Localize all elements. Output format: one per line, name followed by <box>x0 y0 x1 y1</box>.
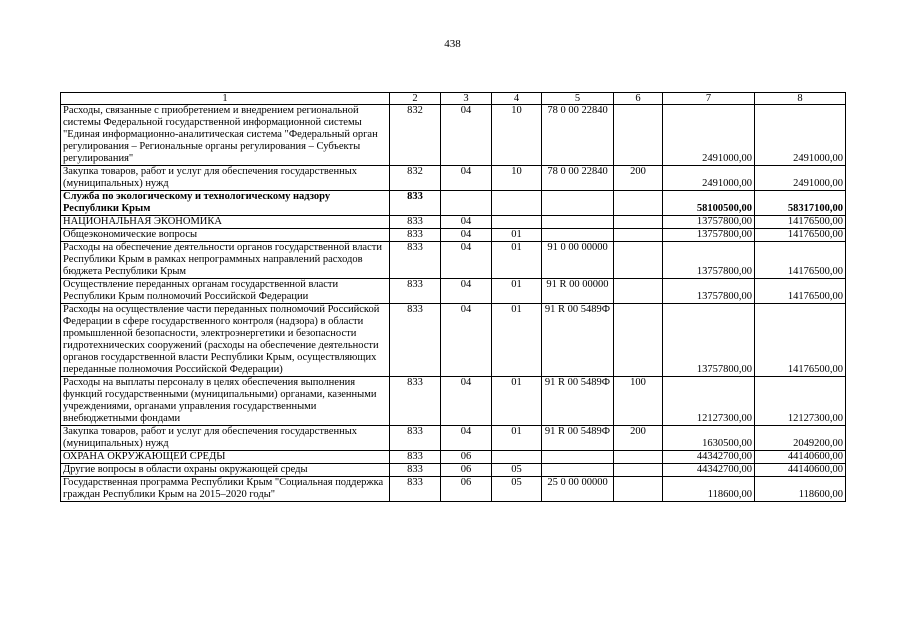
row-subsection-code <box>492 191 542 216</box>
row-subsection-code <box>492 216 542 229</box>
table-row <box>61 451 846 464</box>
row-section-code: 04 <box>441 304 492 377</box>
row-ministry-code: 832 <box>390 166 441 191</box>
table-row <box>61 377 846 426</box>
row-description: Расходы на выплаты персоналу в целях обеспечения выполнения функций государственными (муниципальными) органами, казенными учреждениями, органами управления государственными внебюджетными фондами <box>61 377 390 426</box>
row-expense-type: 200 <box>614 426 663 451</box>
row-expense-type <box>614 229 663 242</box>
row-amount-year-2: 2491000,00 <box>755 105 846 166</box>
header-row <box>61 93 846 105</box>
row-expense-type <box>614 105 663 166</box>
row-description: Государственная программа Республики Крым "Социальная поддержка граждан Республики Крым на 2015–2020 годы" <box>61 477 390 502</box>
row-target-article: 78 0 00 22840 <box>542 105 614 166</box>
row-amount-year-1: 12127300,00 <box>663 377 755 426</box>
row-section-code: 04 <box>441 229 492 242</box>
table-row <box>61 191 846 216</box>
row-amount-year-2: 14176500,00 <box>755 304 846 377</box>
row-ministry-code: 833 <box>390 216 441 229</box>
column-header: 8 <box>755 93 846 105</box>
row-amount-year-1: 13757800,00 <box>663 304 755 377</box>
row-ministry-code: 833 <box>390 304 441 377</box>
row-target-article: 91 R 00 00000 <box>542 279 614 304</box>
row-subsection-code: 01 <box>492 279 542 304</box>
row-ministry-code: 833 <box>390 464 441 477</box>
row-section-code: 04 <box>441 105 492 166</box>
row-target-article <box>542 451 614 464</box>
table-row <box>61 166 846 191</box>
row-description: Расходы на осуществление части переданных полномочий Российской Федерации в сфере государственного контроля (надзора) в области промышленной безопасности, электроэнергетики и безопасности гидротехнических сооружений (расходы на обеспечение деятельности органов государственной власти Республики Крым, осуществляющих переданные полномочия Российской Федерации) <box>61 304 390 377</box>
row-expense-type: 200 <box>614 166 663 191</box>
column-header: 6 <box>614 93 663 105</box>
page-number: 438 <box>444 38 461 50</box>
row-amount-year-2: 14176500,00 <box>755 216 846 229</box>
row-target-article: 25 0 00 00000 <box>542 477 614 502</box>
row-section-code: 06 <box>441 477 492 502</box>
row-description: НАЦИОНАЛЬНАЯ ЭКОНОМИКА <box>61 216 390 229</box>
row-subsection-code: 05 <box>492 464 542 477</box>
row-section-code: 04 <box>441 426 492 451</box>
table-row <box>61 426 846 451</box>
column-header: 4 <box>492 93 542 105</box>
row-ministry-code: 833 <box>390 477 441 502</box>
row-amount-year-1: 2491000,00 <box>663 105 755 166</box>
row-ministry-code: 833 <box>390 377 441 426</box>
row-description: Другие вопросы в области охраны окружающей среды <box>61 464 390 477</box>
row-ministry-code: 833 <box>390 191 441 216</box>
row-subsection-code: 01 <box>492 377 542 426</box>
row-section-code <box>441 191 492 216</box>
row-ministry-code: 832 <box>390 105 441 166</box>
row-section-code: 06 <box>441 464 492 477</box>
row-section-code: 04 <box>441 279 492 304</box>
row-expense-type <box>614 279 663 304</box>
row-expense-type <box>614 242 663 279</box>
row-ministry-code: 833 <box>390 279 441 304</box>
row-subsection-code: 10 <box>492 166 542 191</box>
row-amount-year-2: 44140600,00 <box>755 464 846 477</box>
row-amount-year-1: 2491000,00 <box>663 166 755 191</box>
row-amount-year-1: 1630500,00 <box>663 426 755 451</box>
row-amount-year-2: 44140600,00 <box>755 451 846 464</box>
row-section-code: 04 <box>441 216 492 229</box>
row-expense-type <box>614 477 663 502</box>
row-amount-year-1: 44342700,00 <box>663 464 755 477</box>
row-ministry-code: 833 <box>390 229 441 242</box>
row-ministry-code: 833 <box>390 451 441 464</box>
table-row <box>61 279 846 304</box>
table-row <box>61 242 846 279</box>
table-row <box>61 105 846 166</box>
row-expense-type: 100 <box>614 377 663 426</box>
row-amount-year-1: 13757800,00 <box>663 216 755 229</box>
row-subsection-code: 10 <box>492 105 542 166</box>
row-ministry-code: 833 <box>390 242 441 279</box>
row-subsection-code <box>492 451 542 464</box>
row-amount-year-1: 58100500,00 <box>663 191 755 216</box>
budget-table <box>60 92 846 502</box>
row-target-article: 91 R 00 5489Ф <box>542 426 614 451</box>
row-target-article <box>542 229 614 242</box>
row-description: Закупка товаров, работ и услуг для обеспечения государственных (муниципальных) нужд <box>61 426 390 451</box>
row-section-code: 04 <box>441 377 492 426</box>
column-header: 3 <box>441 93 492 105</box>
row-amount-year-1: 44342700,00 <box>663 451 755 464</box>
row-description: Осуществление переданных органам государственной власти Республики Крым полномочий Российской Федерации <box>61 279 390 304</box>
row-expense-type <box>614 216 663 229</box>
column-header: 1 <box>61 93 390 105</box>
row-subsection-code: 05 <box>492 477 542 502</box>
row-amount-year-2: 12127300,00 <box>755 377 846 426</box>
row-description: Расходы на обеспечение деятельности органов государственной власти Республики Крым в рамках непрограммных направлений расходов бюджета Республики Крым <box>61 242 390 279</box>
row-target-article: 78 0 00 22840 <box>542 166 614 191</box>
row-description: ОХРАНА ОКРУЖАЮЩЕЙ СРЕДЫ <box>61 451 390 464</box>
row-target-article <box>542 191 614 216</box>
row-ministry-code: 833 <box>390 426 441 451</box>
row-description: Расходы, связанные с приобретением и внедрением региональной системы Федеральной государственной информационной системы "Единая информационно-аналитическая система "Федеральный орган регулирования – Региональные органы регулирования – Субъекты регулирования" <box>61 105 390 166</box>
row-amount-year-2: 2049200,00 <box>755 426 846 451</box>
row-expense-type <box>614 464 663 477</box>
row-section-code: 04 <box>441 166 492 191</box>
row-amount-year-2: 14176500,00 <box>755 229 846 242</box>
row-amount-year-2: 118600,00 <box>755 477 846 502</box>
row-section-code: 04 <box>441 242 492 279</box>
row-amount-year-1: 13757800,00 <box>663 229 755 242</box>
row-section-code: 06 <box>441 451 492 464</box>
row-target-article: 91 R 00 5489Ф <box>542 377 614 426</box>
row-subsection-code: 01 <box>492 242 542 279</box>
row-description: Общеэкономические вопросы <box>61 229 390 242</box>
row-subsection-code: 01 <box>492 229 542 242</box>
table-row <box>61 229 846 242</box>
row-expense-type <box>614 304 663 377</box>
row-description: Служба по экологическому и технологическому надзору Республики Крым <box>61 191 390 216</box>
row-target-article <box>542 464 614 477</box>
table-row <box>61 464 846 477</box>
column-header: 2 <box>390 93 441 105</box>
row-amount-year-1: 13757800,00 <box>663 242 755 279</box>
row-amount-year-2: 14176500,00 <box>755 242 846 279</box>
row-expense-type <box>614 451 663 464</box>
row-subsection-code: 01 <box>492 304 542 377</box>
row-subsection-code: 01 <box>492 426 542 451</box>
row-amount-year-1: 118600,00 <box>663 477 755 502</box>
row-expense-type <box>614 191 663 216</box>
row-amount-year-2: 14176500,00 <box>755 279 846 304</box>
row-target-article <box>542 216 614 229</box>
table-row <box>61 216 846 229</box>
column-header: 5 <box>542 93 614 105</box>
table-row <box>61 304 846 377</box>
row-amount-year-2: 2491000,00 <box>755 166 846 191</box>
row-target-article: 91 R 00 5489Ф <box>542 304 614 377</box>
table-row <box>61 477 846 502</box>
row-target-article: 91 0 00 00000 <box>542 242 614 279</box>
row-description: Закупка товаров, работ и услуг для обеспечения государственных (муниципальных) нужд <box>61 166 390 191</box>
row-amount-year-2: 58317100,00 <box>755 191 846 216</box>
column-header: 7 <box>663 93 755 105</box>
row-amount-year-1: 13757800,00 <box>663 279 755 304</box>
